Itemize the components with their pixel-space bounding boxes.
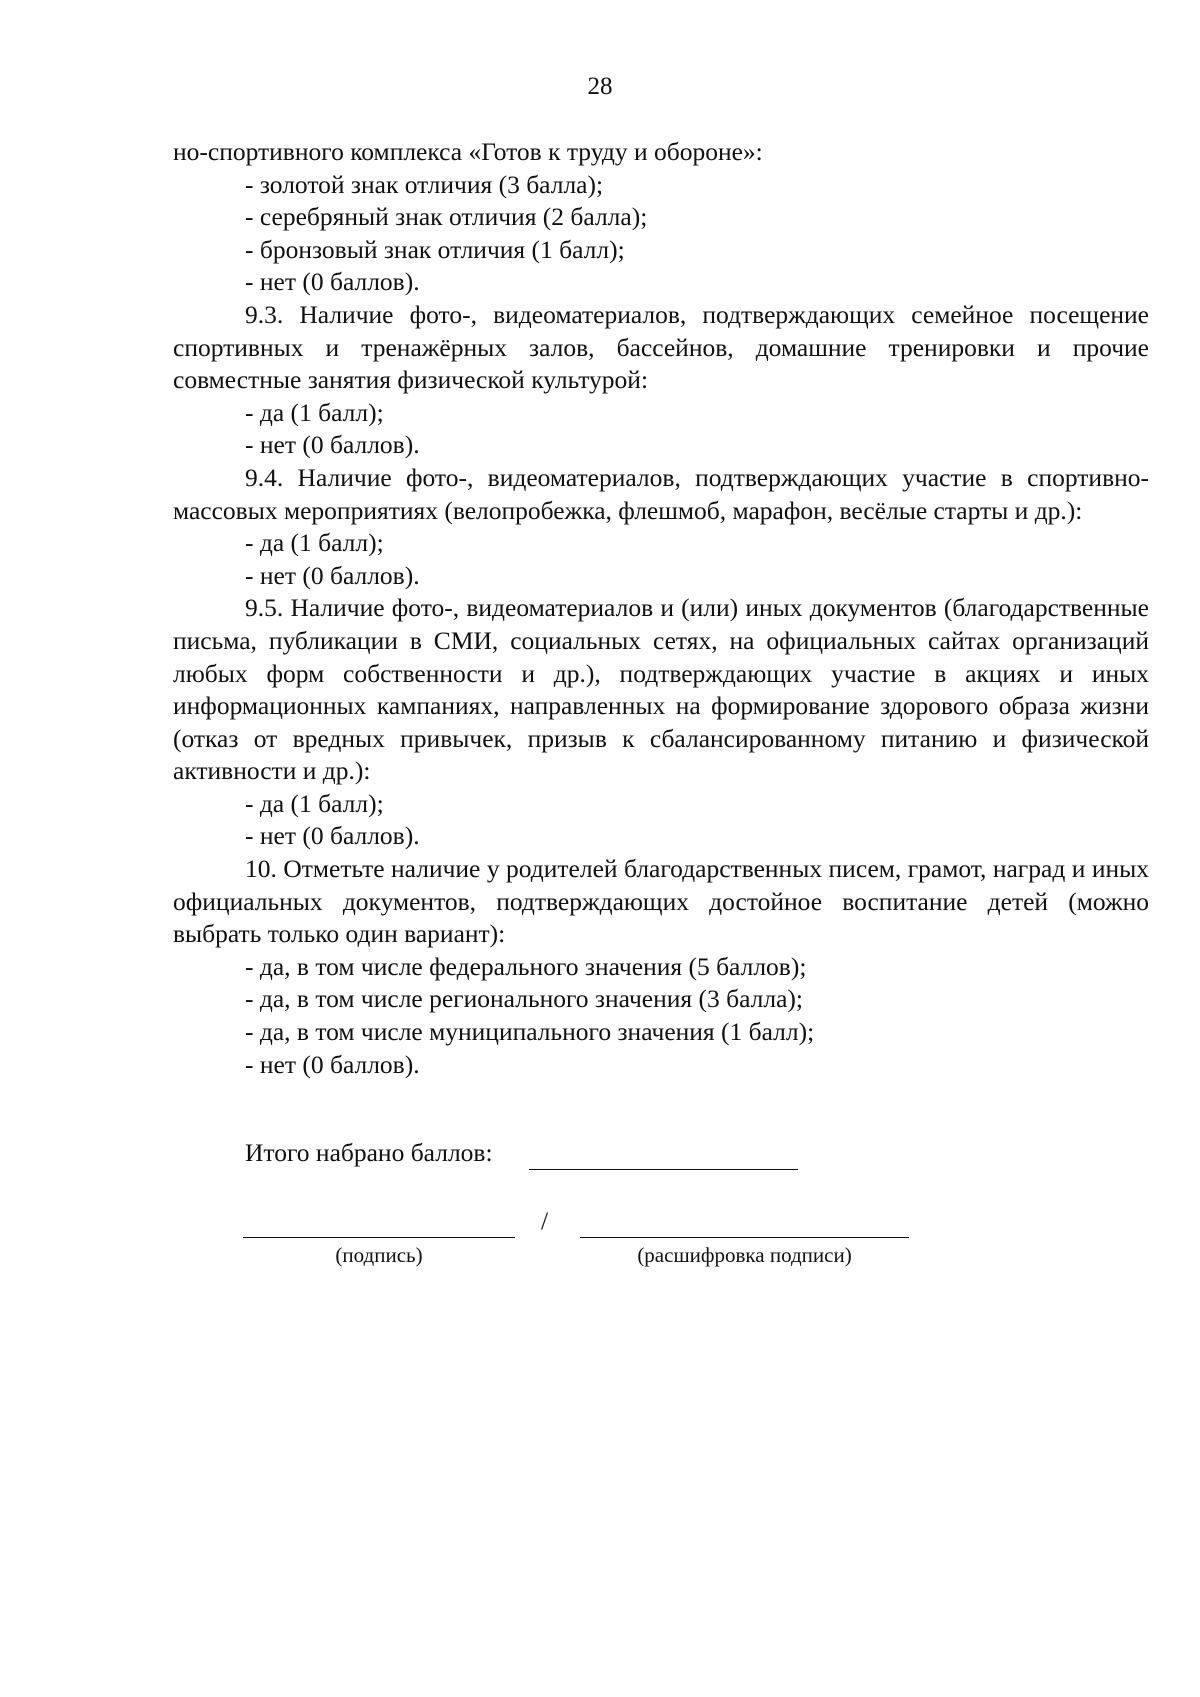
- paragraph-continuation: но-спортивного комплекса «Готов к труду и обороне»:: [173, 137, 763, 166]
- list-item: - да, в том числе муниципального значения (1 балл);: [245, 1017, 815, 1047]
- paragraph: 9.5. Наличие фото-, видеоматериалов и (или) иных документов (благодарственные письма, публикации в СМИ, социальных сетях, на официальных сайтах организаций любых форм собственности и др.), подтверждающих участие в акциях и иных информационных кампаниях, направленных на формирование здорового образа жизни (отказ от вредных привычек, призыв к сбалансированному питанию и физической активности и др.):: [173, 593, 1149, 786]
- list-item: - да, в том числе регионального значения (3 балла);: [245, 984, 803, 1014]
- signature-decoding-caption: (расшифровка подписи): [637, 1243, 852, 1267]
- total-score-label: Итого набрано баллов:: [245, 1138, 493, 1167]
- list-item: - золотой знак отличия (3 балла);: [245, 169, 604, 199]
- paragraph: 9.3. Наличие фото-, видеоматериалов, подтверждающих семейное посещение спортивных и тренажёрных залов, бассейнов, домашние тренировки и прочие совместные занятия физической культурой:: [173, 299, 1149, 395]
- list-item: - нет (0 баллов).: [245, 1049, 420, 1079]
- list-item: - нет (0 баллов).: [245, 821, 420, 851]
- signature-separator: /: [541, 1206, 549, 1235]
- list-item: - да (1 балл);: [245, 788, 384, 818]
- list-item: - нет (0 баллов).: [245, 267, 420, 297]
- list-item: - нет (0 баллов).: [245, 430, 420, 460]
- signature-decoding-field[interactable]: [580, 1237, 909, 1238]
- list-item: - да (1 балл);: [245, 397, 384, 427]
- signature-field[interactable]: [243, 1237, 515, 1238]
- paragraph: 9.4. Наличие фото-, видеоматериалов, подтверждающих участие в спортивно-массовых мероприятиях (велопробежка, флешмоб, марафон, весёлые старты и др.):: [173, 462, 1149, 525]
- page-number: 28: [587, 73, 613, 100]
- list-item: - да, в том числе федерального значения (5 баллов);: [245, 951, 807, 981]
- document-body: [173, 136, 1149, 1081]
- list-item: - бронзовый знак отличия (1 балл);: [245, 234, 625, 264]
- list-item: - нет (0 баллов).: [245, 560, 420, 590]
- list-item: - да (1 балл);: [245, 528, 384, 558]
- paragraph: 10. Отметьте наличие у родителей благодарственных писем, грамот, наград и иных официальных документов, подтверждающих достойное воспитание детей (можно выбрать только один вариант):: [173, 854, 1149, 949]
- total-score-field[interactable]: [529, 1169, 798, 1170]
- list-item: - серебряный знак отличия (2 балла);: [245, 202, 648, 232]
- signature-caption: (подпись): [335, 1243, 423, 1267]
